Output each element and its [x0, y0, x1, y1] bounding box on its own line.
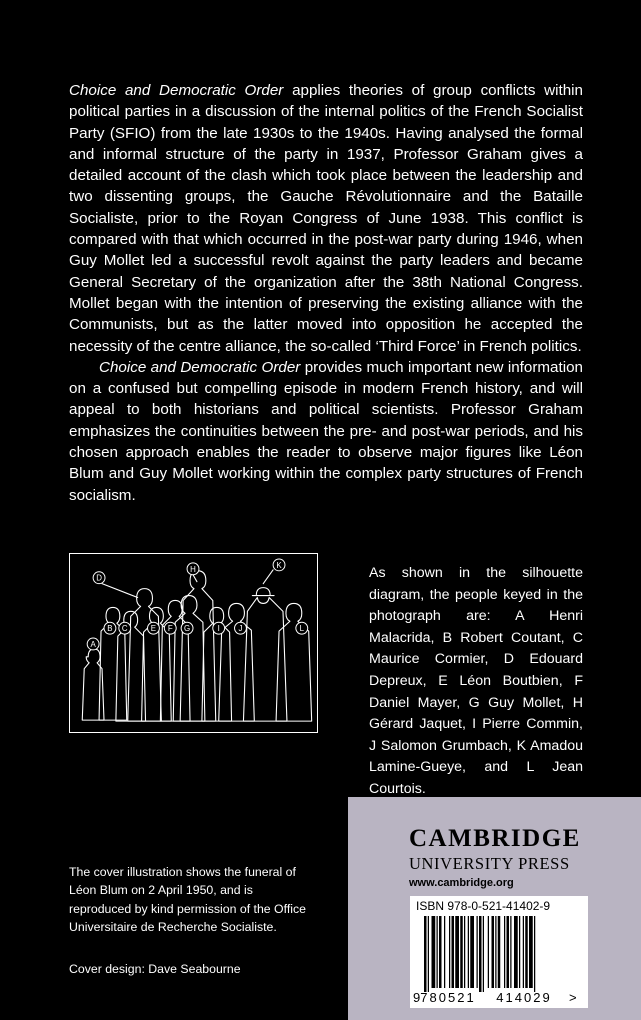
barcode-bar — [432, 916, 436, 988]
barcode-digit-prefix: 9 — [413, 990, 421, 1005]
blurb-paragraph-1 — [69, 80, 583, 357]
book-title: Choice and Democratic Order — [99, 358, 301, 376]
publisher-subtitle: UNIVERSITY PRESS — [409, 854, 570, 873]
barcode-bar — [460, 916, 463, 988]
barcode-bar — [525, 916, 528, 988]
barcode-bar — [470, 916, 474, 988]
barcode-bar — [452, 916, 455, 988]
barcode-bar — [519, 916, 520, 988]
diagram-label-f: F — [167, 624, 173, 634]
barcode-bar — [477, 916, 478, 988]
silhouette-diagram — [69, 553, 318, 733]
barcode-bar — [439, 916, 442, 988]
barcode-bar — [464, 916, 465, 988]
diagram-label-k: K — [276, 560, 282, 570]
barcode-bar — [495, 916, 496, 988]
barcode-bar — [455, 916, 459, 988]
barcode-bar — [504, 916, 505, 988]
diagram-label-e: E — [150, 624, 157, 634]
barcode-bar — [437, 916, 438, 988]
diagram-label-c: C — [121, 624, 128, 634]
diagram-caption: As shown in the silhouette diagram, the people keyed in the photograph are: A Henri Malacrida, B Robert Coutant, C Maurice Cormier, D Edouard Depreux, E Léon Boutbien, F Daniel Mayer, G Guy Mollet, H Gérard Jaquet, I Pierre Commin, J Salomon Grumbach, K Amadou Lamine-Gueye, and L Jean Courtois. — [369, 565, 583, 797]
barcode-bar — [488, 916, 489, 988]
back-cover-blurb — [69, 80, 583, 506]
barcode-bar — [468, 916, 469, 988]
barcode-bar — [498, 916, 501, 988]
barcode-bar — [428, 916, 429, 992]
publisher-name: CAMBRIDGE — [409, 825, 581, 852]
publisher-panel — [348, 797, 641, 1020]
barcode-bar — [479, 916, 482, 992]
isbn-barcode — [410, 896, 588, 1008]
barcode-bar — [534, 916, 535, 992]
blurb-text-1: applies theories of group conflicts within political parties in a discussion of the internal politics of the French Socialist Party (SFIO) from the late 1930s to the 1940s. Having analysed the formal and informal structure of the party in 1937, Professor Graham gives a detailed account of the clash which took place between the leadership and two dissenting groups, the Gauche Révolutionnaire and the Bataille Socialiste, prior to the Royan Congress of June 1938. This conflict is compared with that which occurred in the post-war party during 1946, when Guy Mollet led a successful revolt against the party leaders and became General Secretary of the organization after the 38th National Congress. Mollet began with the intention of preserving the existing alliance with the Communists, but as the latter moved into opposition he accepted the necessity of the centre alliance, the so-called ‘Third Force’ in French politics. — [69, 82, 583, 355]
barcode-bar — [510, 916, 511, 988]
diagram-label-l: L — [299, 624, 304, 634]
silhouette-drawing — [70, 554, 317, 732]
barcode-digits-right: 414029 — [496, 990, 552, 1005]
barcode-bar — [444, 916, 445, 988]
book-title: Choice and Democratic Order — [69, 82, 284, 99]
cover-illustration-credit: The cover illustration shows the funeral of Léon Blum on 2 April 1950, and is reproduced by kind permission of the Office Universitaire de Recherche Socialiste. — [69, 865, 306, 934]
isbn-number: ISBN 978-0-521-41402-9 — [416, 899, 551, 913]
diagram-label-a: A — [90, 639, 96, 649]
blurb-text-2: provides much important new information on a confused but compelling episode in modern French history, and will appeal to both historians and political scientists. Professor Graham emphasizes the continuities between the pre- and post-war periods, and his chosen approach enables the reader to observe major figures like Léon Blum and Guy Mollet working within the complex party structures of French socialism. — [69, 358, 583, 504]
diagram-label-b: B — [107, 624, 113, 634]
diagram-label-d: D — [96, 573, 102, 583]
diagram-label-h: H — [190, 564, 196, 574]
cover-designer: Cover design: Dave Seabourne — [69, 962, 241, 976]
barcode-end-mark: > — [569, 990, 577, 1005]
barcode-bar — [449, 916, 450, 988]
barcode-bar — [483, 916, 484, 992]
diagram-label-g: G — [183, 624, 191, 634]
barcode-bar — [529, 916, 533, 988]
barcode-bar — [424, 916, 427, 992]
publisher-url: www.cambridge.org — [409, 877, 514, 889]
barcode-bar — [523, 916, 524, 988]
barcode-bar — [492, 916, 495, 988]
barcode-bar — [507, 916, 510, 988]
blurb-paragraph-2 — [69, 357, 583, 506]
diagram-label-i: I — [217, 624, 220, 634]
barcode-bar — [514, 916, 518, 988]
barcode-digits-left: 780521 — [420, 990, 476, 1005]
diagram-label-j: J — [238, 624, 243, 634]
